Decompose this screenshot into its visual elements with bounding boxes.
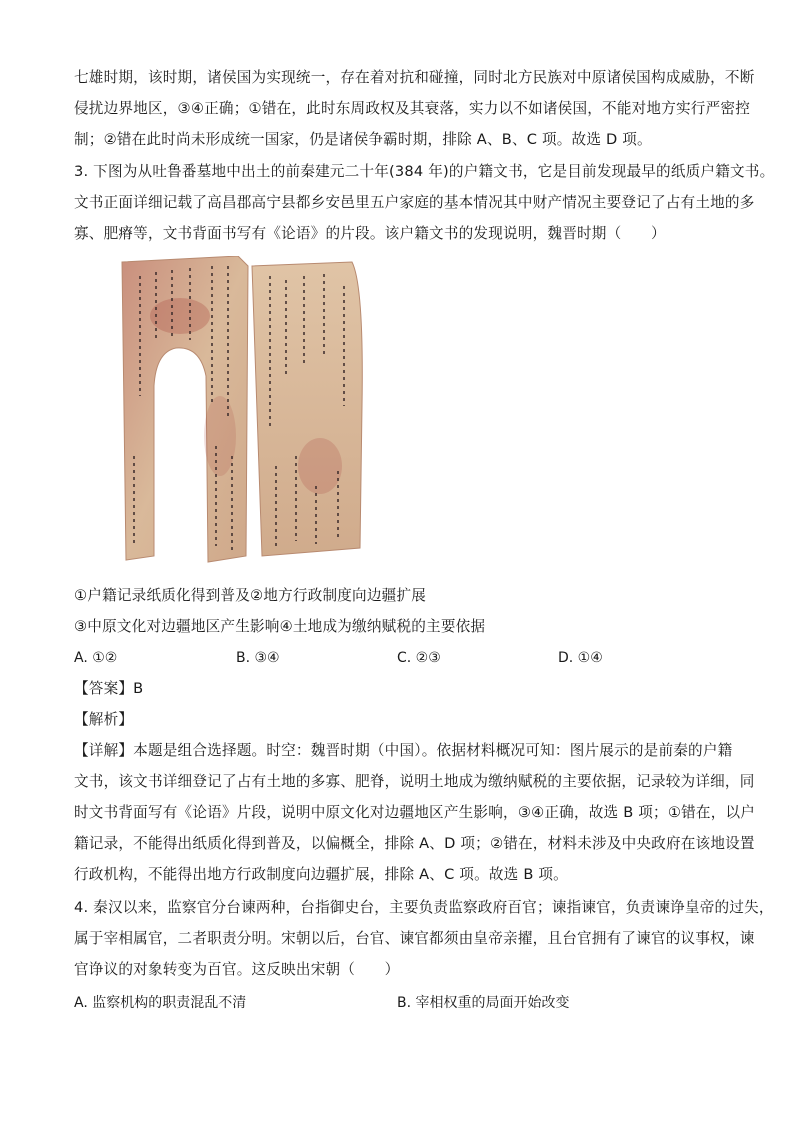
option-a: A. 监察机构的职责混乱不清 xyxy=(74,995,247,1011)
household-register-photo xyxy=(120,256,370,568)
question-3-stem: 3. 下图为从吐鲁番墓地中出土的前秦建元二十年(384 年)的户籍文书，它是目前发现最早的纸质户籍文书。 xyxy=(74,163,775,180)
statement-line: ①户籍记录纸质化得到普及②地方行政制度向边疆扩展 xyxy=(74,587,427,604)
option-a: A. ①② xyxy=(74,650,118,666)
option-d: D. ①④ xyxy=(558,650,603,666)
option-c: C. ②③ xyxy=(397,650,441,666)
paragraph-line: 侵扰边界地区，③④正确；①错在，此时东周政权及其衰落，实力以不如诸侯国，不能对地方实行严密控 xyxy=(74,100,750,117)
paragraph-line: 七雄时期，该时期，诸侯国为实现统一，存在着对抗和碰撞，同时北方民族对中原诸侯国构成威胁，不断 xyxy=(74,69,755,86)
option-b: B. 宰相权重的局面开始改变 xyxy=(397,995,570,1011)
answer-label: 【答案】B xyxy=(74,680,144,697)
question-4-stem: 属于宰相属官，二者职责分明。宋朝以后，台官、谏官都须由皇帝亲擢，且台官拥有了谏官的议事权，谏 xyxy=(74,930,755,947)
question-3-stem: 文书正面详细记载了高昌郡高宁县都乡安邑里五户家庭的基本情况其中财产情况主要登记了占有土地的多 xyxy=(74,194,755,211)
detail-line: 行政机构，不能得出地方行政制度向边疆扩展，排除 A、C 项。故选 B 项。 xyxy=(74,866,568,883)
detail-line: 【详解】本题是组合选择题。时空：魏晋时期（中国）。依据材料概况可知：图片展示的是前秦的户籍 xyxy=(74,742,733,759)
question-4-stem: 4. 秦汉以来，监察官分台谏两种，台指御史台，主要负责监察政府百官；谏指谏官，负责谏诤皇帝的过失， xyxy=(74,899,774,916)
question-3-stem: 寡、肥瘠等，文书背面书写有《论语》的片段。该户籍文书的发现说明，魏晋时期（ ） xyxy=(74,225,666,242)
detail-line: 时文书背面写有《论语》片段，说明中原文化对边疆地区产生影响，③④正确，故选 B 项；①错在，以户 xyxy=(74,804,756,821)
detail-line: 文书，该文书详细登记了占有土地的多寡、肥脊，说明土地成为缴纳赋税的主要依据，记录较为详细，同 xyxy=(74,773,755,790)
statement-line: ③中原文化对边疆地区产生影响④土地成为缴纳赋税的主要依据 xyxy=(74,618,486,635)
analysis-label: 【解析】 xyxy=(74,711,134,728)
option-b: B. ③④ xyxy=(236,650,280,666)
paragraph-line: 制；②错在此时尚未形成统一国家，仍是诸侯争霸时期，排除 A、B、C 项。故选 D 项。 xyxy=(74,131,652,148)
question-4-stem: 官诤议的对象转变为百官。这反映出宋朝（ ） xyxy=(74,961,400,978)
detail-line: 籍记录，不能得出纸质化得到普及，以偏概全，排除 A、D 项；②错在，材料未涉及中央政府在该地设置 xyxy=(74,835,755,852)
